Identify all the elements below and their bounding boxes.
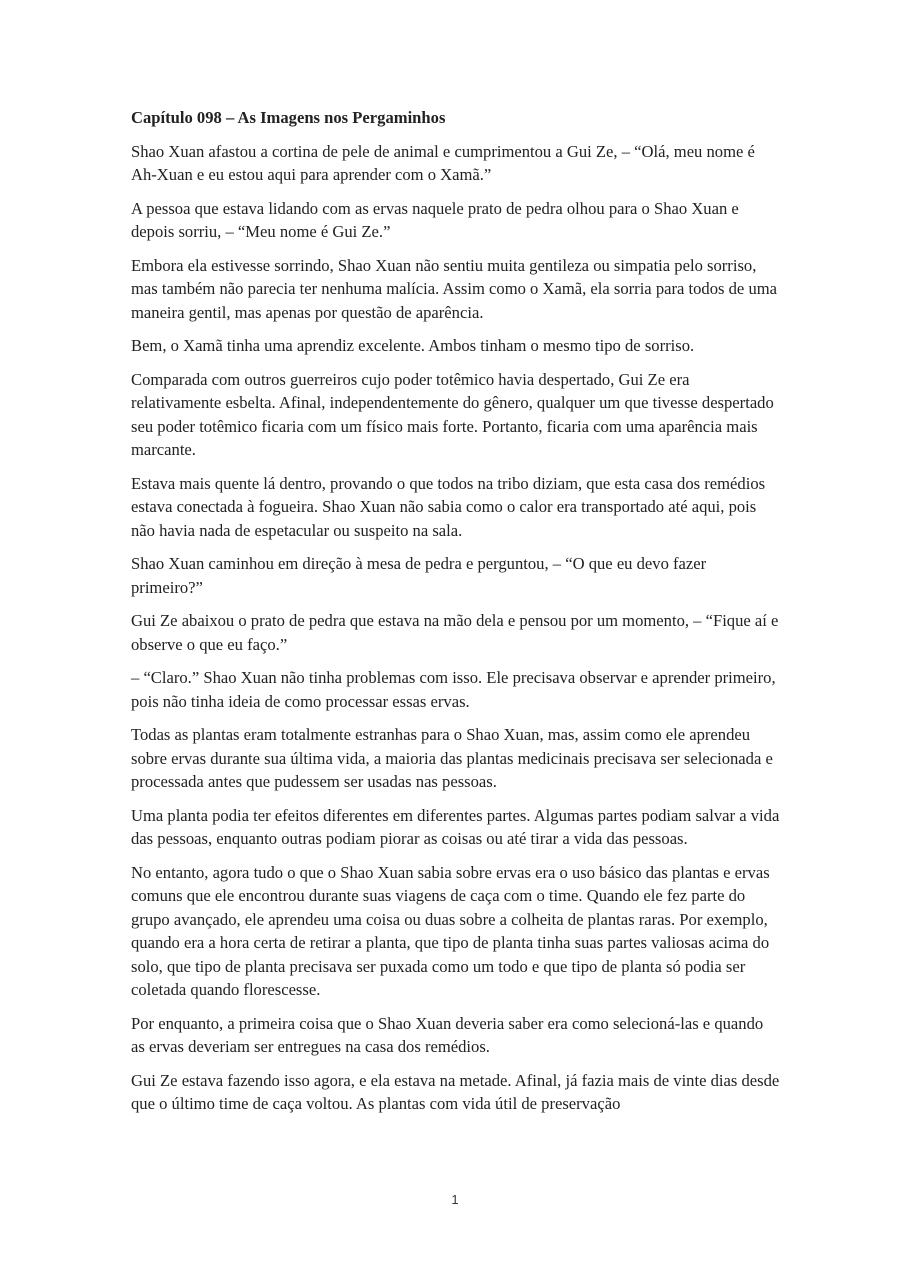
paragraph: Comparada com outros guerreiros cujo poder totêmico havia despertado, Gui Ze era relativamente esbelta. Afinal, independentemente do gênero, qualquer um que tivesse despertado seu poder totêmico ficaria com um físico mais forte. Portanto, ficaria com uma aparência mais marcante. [131,369,774,459]
paragraph: Bem, o Xamã tinha uma aprendiz excelente. Ambos tinham o mesmo tipo de sorriso. [131,336,695,355]
paragraph: Estava mais quente lá dentro, provando o que todos na tribo diziam, que esta casa dos remédios estava conectada à fogueira. Shao Xuan não sabia como o calor era transportado até aqui, pois não havia nada de espetacular ou suspeito na sala. [131,473,766,540]
paragraph: Embora ela estivesse sorrindo, Shao Xuan não sentiu muita gentileza ou simpatia pelo sorriso, mas também não parecia ter nenhuma malícia. Assim como o Xamã, ela sorria para todos de uma maneira gentil, mas apenas por questão de aparência. [131,255,778,322]
paragraph: Por enquanto, a primeira coisa que o Shao Xuan deveria saber era como selecioná-las e quando as ervas deveriam ser entregues na casa dos remédios. [131,1013,764,1056]
paragraph: Gui Ze abaixou o prato de pedra que estava na mão dela e pensou por um momento, – “Fique aí e observe o que eu faço.” [131,611,779,654]
paragraph: Shao Xuan caminhou em direção à mesa de pedra e perguntou, – “O que eu devo fazer primeiro?” [131,554,707,597]
paragraph: Todas as plantas eram totalmente estranhas para o Shao Xuan, mas, assim como ele aprendeu sobre ervas durante sua última vida, a maioria das plantas medicinais precisava ser selecionada e processada antes que pudessem ser usadas nas pessoas. [131,725,773,791]
paragraph: No entanto, agora tudo o que o Shao Xuan sabia sobre ervas era o uso básico das plantas e ervas comuns que ele encontrou durante suas viagens de caça com o time. Quando ele fez parte do grupo avançado, ele aprendeu uma coisa ou duas sobre a colheita de plantas raras. Por exemplo, quando era a hora certa de retirar a planta, que tipo de planta tinha suas partes valiosas acima do solo, que tipo de planta precisava ser puxada como um todo e que tipo de planta só podia ser coletada quando florescesse. [131,862,770,999]
paragraph: A pessoa que estava lidando com as ervas naquele prato de pedra olhou para o Shao Xuan e depois sorriu, – “Meu nome é Gui Ze.” [131,198,739,241]
page-content [131,106,781,1126]
page-number: 1 [451,1192,459,1207]
paragraph: Shao Xuan afastou a cortina de pele de animal e cumprimentou a Gui Ze, – “Olá, meu nome é Ah-Xuan e eu estou aqui para aprender com o Xamã.” [131,141,755,184]
paragraph: Uma planta podia ter efeitos diferentes em diferentes partes. Algumas partes podiam salvar a vida das pessoas, enquanto outras podiam piorar as coisas ou até tirar a vida das pessoas. [131,805,780,848]
chapter-title: Capítulo 098 – As Imagens nos Pergaminhos [131,108,446,127]
paragraph: Gui Ze estava fazendo isso agora, e ela estava na metade. Afinal, já fazia mais de vinte dias desde que o último time de caça voltou. As plantas com vida útil de preservação [131,1070,780,1113]
paragraph: – “Claro.” Shao Xuan não tinha problemas com isso. Ele precisava observar e aprender primeiro, pois não tinha ideia de como processar essas ervas. [131,668,776,711]
